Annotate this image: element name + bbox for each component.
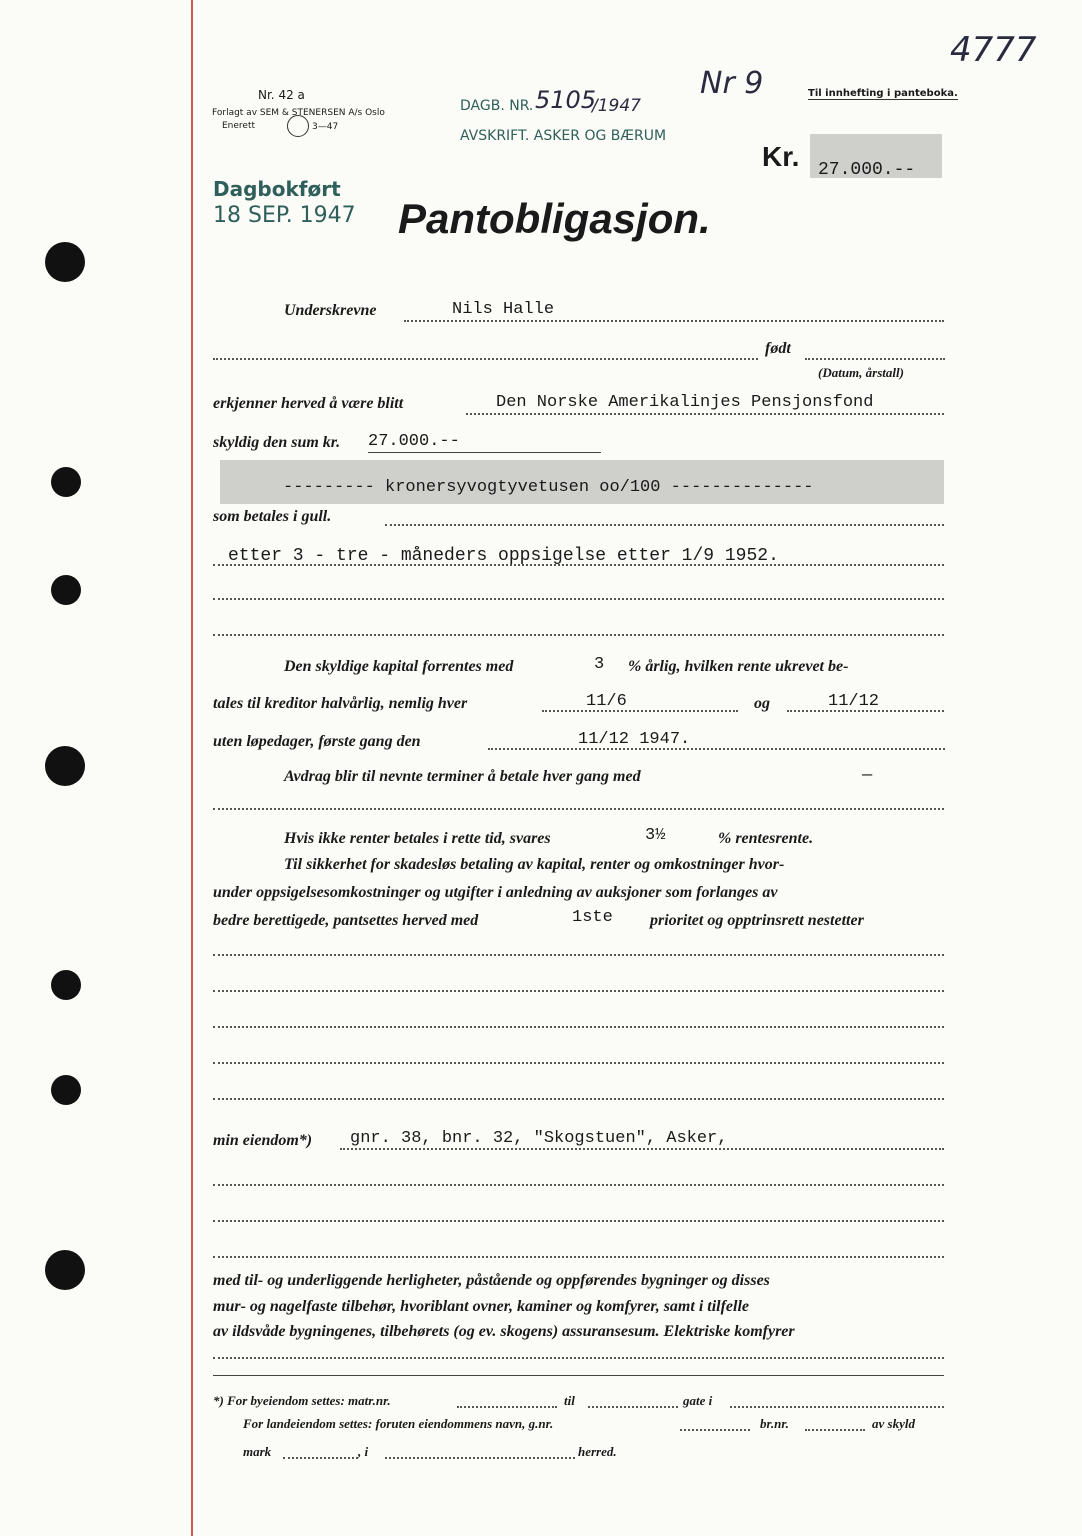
kapital-label: Den skyldige kapital forrentes med (284, 658, 514, 675)
dotted-line (213, 1220, 944, 1222)
dotted-line (805, 358, 945, 360)
dotted-line (340, 1148, 944, 1150)
punch-hole (51, 575, 81, 605)
kr-amount: 27.000.-- (818, 160, 916, 180)
underskrevne-value: Nils Halle (452, 300, 555, 319)
med-line1: med til- og underliggende herligheter, påstående og oppførendes bygninger og disses (213, 1272, 770, 1289)
dotted-line (213, 564, 944, 566)
dotted-line (385, 524, 944, 526)
kr-label: Kr. (762, 141, 800, 172)
dotted-line (213, 1184, 944, 1186)
avdrag-value: — (862, 766, 873, 785)
rente-value: 3½ (645, 826, 666, 845)
prioritet-value: 1ste (572, 908, 613, 927)
dotted-line (466, 413, 944, 415)
dotted-line (213, 1026, 944, 1028)
dotted-line (283, 1457, 358, 1459)
publisher-enerett: Enerett (222, 121, 256, 131)
dotted-line (213, 954, 944, 956)
med-line2: mur- og nagelfaste tilbehør, hvoriblant ovner, kaminer og komfyrer, samt i tilfelle (213, 1298, 750, 1315)
footnote-i: , i (358, 1444, 369, 1459)
punch-hole (45, 1250, 85, 1290)
publisher-date: 3—47 (312, 122, 339, 132)
kreditor-label: tales til kreditor halvårlig, nemlig hver (213, 695, 468, 712)
punch-hole (45, 242, 85, 282)
eiendom-label: min eiendom*) (213, 1132, 313, 1149)
form-number: Nr. 42 a (258, 88, 305, 102)
terms-value: etter 3 - tre - måneders oppsigelse etter 1/9 1952. (228, 546, 779, 566)
publisher-logo (287, 115, 309, 137)
footnote-mark: mark (243, 1444, 272, 1459)
sikkerhet-line3: bedre berettigede, pantsettes herved med (213, 912, 479, 929)
punch-hole (45, 746, 85, 786)
punch-hole (51, 467, 81, 497)
dotted-line (213, 1062, 944, 1064)
document-title: Pantobligasjon. (398, 195, 711, 242)
dotted-line (488, 748, 945, 750)
dagb-label: DAGB. NR. (460, 98, 534, 114)
handwritten-top-right: 4777 (950, 30, 1037, 70)
handwritten-mark: Nr 9 (700, 66, 764, 101)
punch-hole (51, 970, 81, 1000)
lopedager-label: uten løpedager, første gang den (213, 733, 421, 750)
dotted-line (730, 1406, 944, 1408)
footnote-gate: gate i (683, 1393, 713, 1408)
skyldig-value: 27.000.-- (368, 432, 460, 451)
dotted-line (404, 320, 944, 322)
dagb-year: /1947 (592, 96, 641, 116)
erkjenner-label: erkjenner herved å være blitt (213, 395, 404, 412)
gull-label: som betales i gull. (213, 508, 332, 525)
datum-label: (Datum, årstall) (818, 365, 904, 380)
erkjenner-value: Den Norske Amerikalinjes Pensjonsfond (496, 393, 874, 412)
sikkerhet-line3b: prioritet og opptrinsrett nestetter (650, 912, 864, 929)
kreditor-date1: 11/6 (586, 692, 627, 711)
footnote-skyld: av skyld (872, 1416, 915, 1431)
rente-label: Hvis ikke renter betales i rette tid, svares (284, 830, 551, 847)
footnote-brnr: br.nr. (760, 1416, 789, 1431)
sikkerhet-line2: under oppsigelsesomkostninger og utgifter i anledning av auksjoner som forlanges av (213, 884, 778, 901)
punch-hole (51, 1075, 81, 1105)
underskrevne-label: Underskrevne (284, 302, 377, 319)
dagb-number: 5105 (535, 86, 597, 114)
dotted-line (385, 1457, 575, 1459)
amount-words: --------- kronersyvogtyvetusen oo/100 -------------- (283, 478, 814, 497)
footnote-line1: *) For byeiendom settes: matr.nr. (213, 1393, 391, 1408)
dagbokfort-date: 18 SEP. 1947 (213, 203, 356, 228)
dotted-line (805, 1429, 865, 1431)
dotted-line (680, 1429, 750, 1431)
top-right-note: Til innhefting i panteboka. (808, 88, 958, 99)
avskrift-stamp: AVSKRIFT. ASKER OG BÆRUM (460, 128, 667, 144)
fodt-label: født (765, 340, 791, 357)
dotted-line (213, 358, 758, 360)
dotted-line (213, 808, 944, 810)
footnote-rule (213, 1375, 944, 1376)
skyldig-label: skyldig den sum kr. (213, 434, 341, 451)
lopedager-value: 11/12 1947. (578, 730, 691, 749)
med-line3: av ildsvåde bygningenes, tilbehørets (og ev. skogens) assuransesum. Elektriske komfyrer (213, 1323, 795, 1340)
footnote-herred: herred. (578, 1444, 617, 1459)
publisher-line: Forlagt av SEM & STENERSEN A/s Oslo (212, 108, 385, 118)
dotted-line (542, 710, 738, 712)
dotted-line (213, 634, 944, 636)
footnote-til: til (564, 1393, 575, 1408)
dotted-line (588, 1406, 678, 1408)
kapital-rate: 3 (594, 655, 605, 674)
eiendom-value: gnr. 38, bnr. 32, "Skogstuen", Asker, (350, 1129, 728, 1148)
underline (368, 452, 601, 453)
dotted-line (457, 1406, 557, 1408)
sikkerhet-line1: Til sikkerhet for skadesløs betaling av kapital, renter og omkostninger hvor- (284, 856, 785, 873)
kreditor-date2: 11/12 (828, 692, 880, 711)
dotted-line (213, 1256, 944, 1258)
kapital-label-b: % årlig, hvilken rente ukrevet be- (628, 658, 849, 675)
dagbokfort-stamp: Dagbokført (213, 177, 341, 201)
dotted-line (213, 990, 944, 992)
rente-label-b: % rentesrente. (718, 830, 814, 847)
dotted-line (213, 598, 944, 600)
dotted-line (213, 1357, 944, 1359)
footnote-line2: For landeiendom settes: foruten eiendommens navn, g.nr. (243, 1416, 554, 1431)
margin-line (191, 0, 193, 1536)
avdrag-label: Avdrag blir til nevnte terminer å betale hver gang med (284, 768, 641, 785)
og-label: og (754, 695, 770, 712)
dotted-line (213, 1098, 944, 1100)
dotted-line (787, 710, 944, 712)
